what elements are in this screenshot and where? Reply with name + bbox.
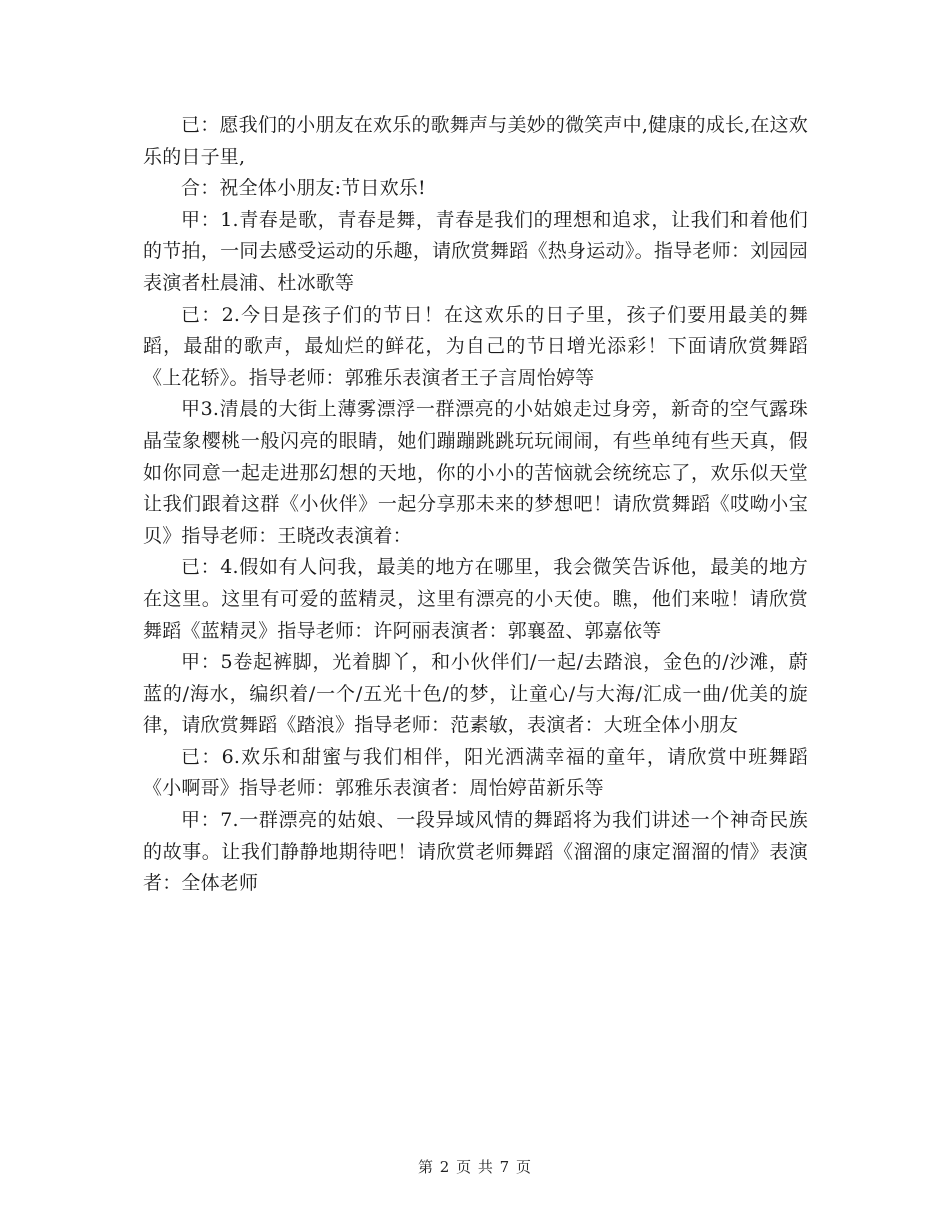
paragraph-program-3: 甲3.清晨的大街上薄雾漂浮一群漂亮的小姑娘走过身旁，新奇的空气露珠晶莹象樱桃一般闪亮的眼睛，她们蹦蹦跳跳玩玩闹闹，有些单纯有些天真，假如你同意一起走进那幻想的天地，你的小小的苦恼就会统统忘了，欢乐似天堂让我们跟着这群《小伙伴》一起分享那未来的梦想吧！请欣赏舞蹈《哎呦小宝贝》指导老师：王晓改表演着： bbox=[143, 398, 808, 547]
page-number-footer: 第 2 页 共 7 页 bbox=[418, 1158, 532, 1176]
document-body bbox=[143, 110, 808, 900]
paragraph-holiday-greeting: 合：祝全体小朋友:节日欢乐! bbox=[181, 177, 426, 200]
paragraph-program-5: 甲：5卷起裤脚，光着脚丫，和小伙伴们/一起/去踏浪，金色的/沙滩，蔚蓝的/海水，编织着/一个/五光十色/的梦，让童心/与大海/汇成一曲/优美的旋律，请欣赏舞蹈《踏浪》指导老师：范素敏，表演者：大班全体小朋友 bbox=[143, 651, 808, 737]
paragraph-closing-wish: 已：愿我们的小朋友在欢乐的歌舞声与美妙的微笑声中,健康的成长,在这欢乐的日子里, bbox=[143, 114, 808, 168]
paragraph-program-1: 甲：1.青春是歌，青春是舞，青春是我们的理想和追求，让我们和着他们的节拍，一同去感受运动的乐趣，请欣赏舞蹈《热身运动》。指导老师：刘园园表演者杜晨浦、杜冰歌等 bbox=[143, 208, 808, 294]
paragraph-program-6: 已：6.欢乐和甜蜜与我们相伴，阳光洒满幸福的童年，请欣赏中班舞蹈《小啊哥》指导老师：郭雅乐表演者：周怡婷苗新乐等 bbox=[143, 745, 808, 800]
paragraph-program-7: 甲：7.一群漂亮的姑娘、一段异域风情的舞蹈将为我们讲述一个神奇民族的故事。让我们静静地期待吧！请欣赏老师舞蹈《溜溜的康定溜溜的情》表演者：全体老师 bbox=[143, 809, 808, 895]
paragraph-program-4: 已：4.假如有人问我，最美的地方在哪里，我会微笑告诉他，最美的地方在这里。这里有可爱的蓝精灵，这里有漂亮的小天使。瞧，他们来啦！请欣赏舞蹈《蓝精灵》指导老师：许阿丽表演者：郭襄盈、郭嘉依等 bbox=[143, 556, 808, 642]
paragraph-program-2: 已：2.今日是孩子们的节日！在这欢乐的日子里，孩子们要用最美的舞蹈，最甜的歌声，最灿烂的鲜花，为自己的节日增光添彩！下面请欣赏舞蹈《上花轿》。指导老师：郭雅乐表演者王子言周怡婷等 bbox=[143, 303, 808, 389]
